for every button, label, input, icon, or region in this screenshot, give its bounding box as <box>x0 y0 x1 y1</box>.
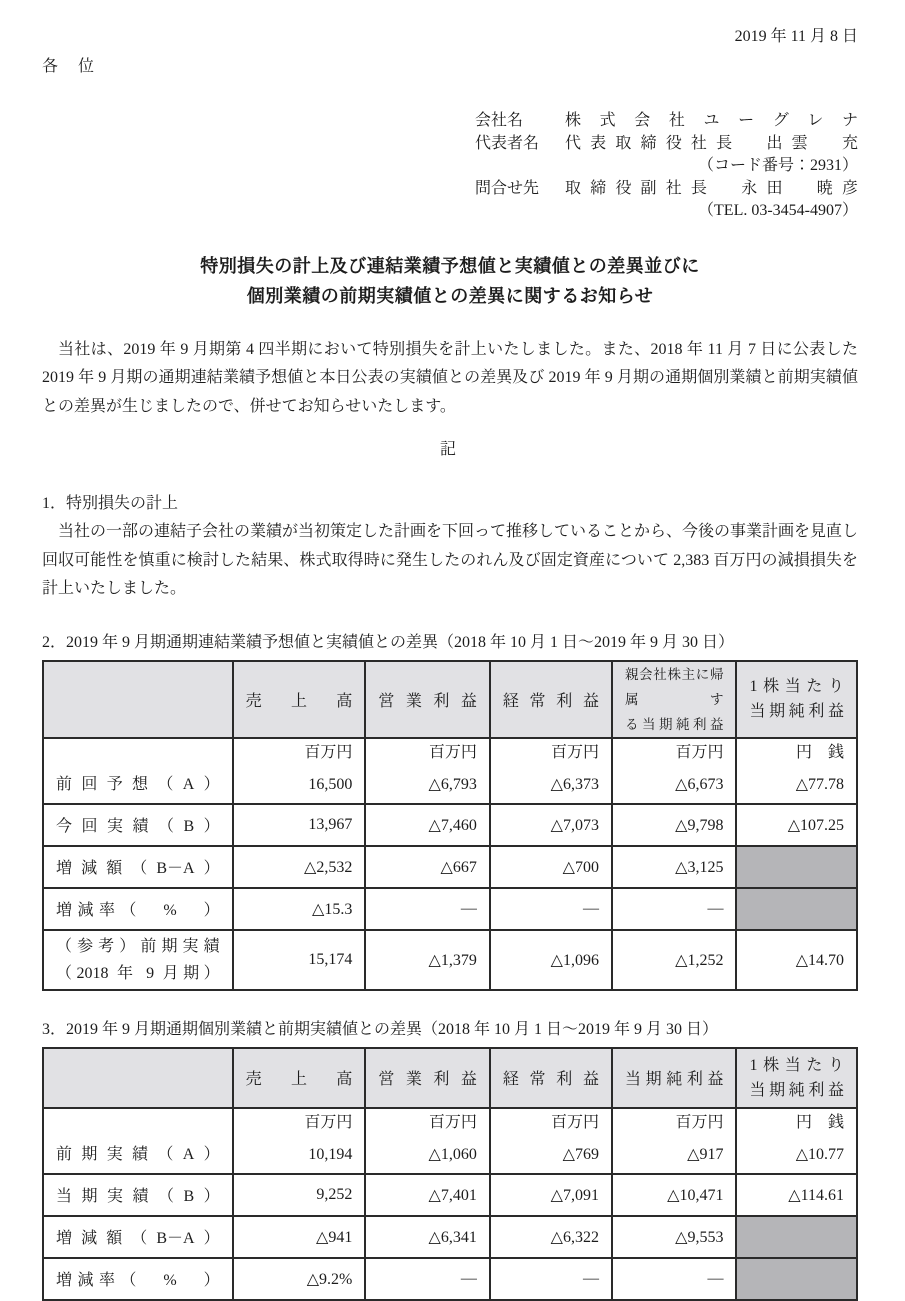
cell-value: 16,500 <box>308 775 353 793</box>
col-header-eps: 1株当たり 当期純利益 <box>736 1048 857 1108</box>
stock-code-row <box>475 155 858 178</box>
contact-label: 問合せ先 <box>475 179 540 197</box>
cell-value: △9,553 <box>612 1216 737 1258</box>
table-row-change-amount <box>43 1216 857 1258</box>
blocked-cell <box>736 1216 857 1258</box>
salutation: 各 位 <box>42 58 97 75</box>
row-label: 今回実績（B） <box>43 804 233 846</box>
col-header-operating-profit: 営業利益 <box>365 661 490 738</box>
cell-value: △1,096 <box>490 930 612 990</box>
row-label: 前回予想（A） <box>56 775 220 793</box>
cell-value: 15,174 <box>233 930 366 990</box>
cell-value: △7,073 <box>490 804 612 846</box>
cell-value: △667 <box>365 846 490 888</box>
col-header-sales: 売上高 <box>233 661 366 738</box>
company-info-block <box>475 110 858 223</box>
cell-value: △2,532 <box>233 846 366 888</box>
ki-marker: 記 <box>439 441 460 458</box>
corner-cell <box>43 661 233 738</box>
cell-value: △6,373 <box>550 775 599 793</box>
col-header-net-income: 親会社株主に帰属す る当期純利益 <box>612 661 737 738</box>
telephone-value: （TEL. 03-3454-4907） <box>698 202 858 219</box>
telephone-row <box>475 200 858 223</box>
title-line-1: 特別損失の計上及び連結業績予想値と実績値との差異並びに <box>200 255 700 276</box>
unit-label: 百万円 <box>304 743 353 761</box>
blocked-cell <box>736 846 857 888</box>
cell-value: △7,460 <box>365 804 490 846</box>
col-header-ordinary-profit: 経常利益 <box>490 1048 612 1108</box>
cell-value: △6,341 <box>365 1216 490 1258</box>
cell-value: △10.77 <box>795 1145 844 1163</box>
contact-value: 取締役副社長 永田 暁彦 <box>565 179 858 197</box>
table-header-row <box>43 661 857 738</box>
blocked-cell <box>736 1258 857 1300</box>
unit-label: 百万円 <box>550 1113 599 1131</box>
table-header-row <box>43 1048 857 1108</box>
unit-label: 百万円 <box>304 1113 353 1131</box>
cell-value: △14.70 <box>736 930 857 990</box>
cell-value: △10,471 <box>612 1174 737 1216</box>
cell-value: ― <box>612 888 737 930</box>
cell-value: ― <box>490 888 612 930</box>
representative-value: 代表取締役社長 出雲 充 <box>565 134 858 152</box>
individual-results-table <box>42 1047 858 1301</box>
cell-value: ― <box>365 888 490 930</box>
cell-value: △7,091 <box>490 1174 612 1216</box>
cell-value: △3,125 <box>612 846 737 888</box>
unit-label: 百万円 <box>675 743 724 761</box>
cell-value: △107.25 <box>736 804 857 846</box>
row-label: 増減額（B－A） <box>43 1216 233 1258</box>
col-header-operating-profit: 営業利益 <box>365 1048 490 1108</box>
col-header-net-income: 当期純利益 <box>612 1048 737 1108</box>
section1-body: 当社の一部の連結子会社の業績が当初策定した計画を下回って推移していることから、今後の事業計画を見直し回収可能性を慎重に検討した結果、株式取得時に発生したのれん及び固定資産について 2,383 百万円の減損損失を計上いたしました。 <box>42 523 859 597</box>
cell-value: △77.78 <box>795 775 844 793</box>
cell-value: △941 <box>233 1216 366 1258</box>
table-row-change-rate <box>43 888 857 930</box>
unit-label: 百万円 <box>428 743 477 761</box>
table-row-current-actual <box>43 1174 857 1216</box>
cell-value: △6,322 <box>490 1216 612 1258</box>
cell-value: △7,401 <box>365 1174 490 1216</box>
table-row-previous-forecast <box>43 738 857 804</box>
cell-value: △917 <box>687 1145 724 1163</box>
cell-value: △1,060 <box>428 1145 477 1163</box>
company-name-value: 株式会社ユーグレナ <box>565 112 858 129</box>
cell-value: △6,793 <box>428 775 477 793</box>
unit-label: 円 銭 <box>795 743 844 761</box>
section2-heading: 2．2019 年 9 月期通期連結業績予想値と実績値との差異（2018 年 10 月 1 日～2019 年 9 月 30 日） <box>42 633 735 651</box>
title-line-2: 個別業績の前期実績値との差異に関するお知らせ <box>246 285 654 306</box>
stock-code-value: （コード番号：2931） <box>697 157 858 174</box>
section1-heading: 1．特別損失の計上 <box>42 495 179 512</box>
cell-value: △9.2% <box>233 1258 366 1300</box>
company-name-label: 会社名 <box>475 112 524 129</box>
row-label: 増減率（ % ） <box>43 888 233 930</box>
cell-value: △114.61 <box>736 1174 857 1216</box>
row-label: 前期実績（A） <box>56 1145 220 1163</box>
cell-value: ― <box>612 1258 737 1300</box>
row-label: 増減率（ % ） <box>43 1258 233 1300</box>
col-header-eps: 1株当たり 当期純利益 <box>736 661 857 738</box>
unit-label: 百万円 <box>428 1113 477 1131</box>
document-date: 2019 年 11 月 8 日 <box>734 28 858 45</box>
table-row-reference-previous <box>43 930 857 990</box>
cell-value: △1,379 <box>365 930 490 990</box>
company-name-row <box>475 110 858 133</box>
col-header-ordinary-profit: 経常利益 <box>490 661 612 738</box>
cell-value: △769 <box>562 1145 599 1163</box>
cell-value: 10,194 <box>308 1145 353 1163</box>
cell-value: 13,967 <box>233 804 366 846</box>
representative-row <box>475 133 858 156</box>
cell-value: △6,673 <box>675 775 724 793</box>
unit-label: 百万円 <box>675 1113 724 1131</box>
row-label-line-2: （2018 年 9 月期） <box>56 964 220 982</box>
row-label-line-1: （参考）前期実績 <box>56 937 220 955</box>
contact-row <box>475 178 858 201</box>
cell-value: 9,252 <box>233 1174 366 1216</box>
consolidated-results-table <box>42 660 858 991</box>
table-row-change-amount <box>43 846 857 888</box>
row-label: 当期実績（B） <box>43 1174 233 1216</box>
blocked-cell <box>736 888 857 930</box>
corner-cell <box>43 1048 233 1108</box>
representative-label: 代表者名 <box>475 134 540 152</box>
cell-value: ― <box>365 1258 490 1300</box>
cell-value: △1,252 <box>612 930 737 990</box>
unit-label: 円 銭 <box>795 1113 844 1131</box>
table-row-previous-actual <box>43 1108 857 1174</box>
col-header-sales: 売上高 <box>233 1048 366 1108</box>
section3-heading: 3．2019 年 9 月期通期個別業績と前期実績値との差異（2018 年 10 月 1 日～2019 年 9 月 30 日） <box>42 1020 719 1038</box>
cell-value: ― <box>490 1258 612 1300</box>
table-row-change-rate <box>43 1258 857 1300</box>
table-row-current-actual <box>43 804 857 846</box>
row-label: 増減額（B－A） <box>43 846 233 888</box>
intro-paragraph: 当社は、2019 年 9 月期第 4 四半期において特別損失を計上いたしました。また、2018 年 11 月 7 日に公表した 2019 年 9 月期の通期連結業績予想値と本日公表の実績値との差異及び 2019 年 9 月期の通期個別業績と前期実績値との差異が生じましたので、併せてお知らせいたします。 <box>42 340 858 415</box>
cell-value: △700 <box>490 846 612 888</box>
unit-label: 百万円 <box>550 743 599 761</box>
document-title <box>42 251 858 311</box>
cell-value: △15.3 <box>233 888 366 930</box>
cell-value: △9,798 <box>612 804 737 846</box>
